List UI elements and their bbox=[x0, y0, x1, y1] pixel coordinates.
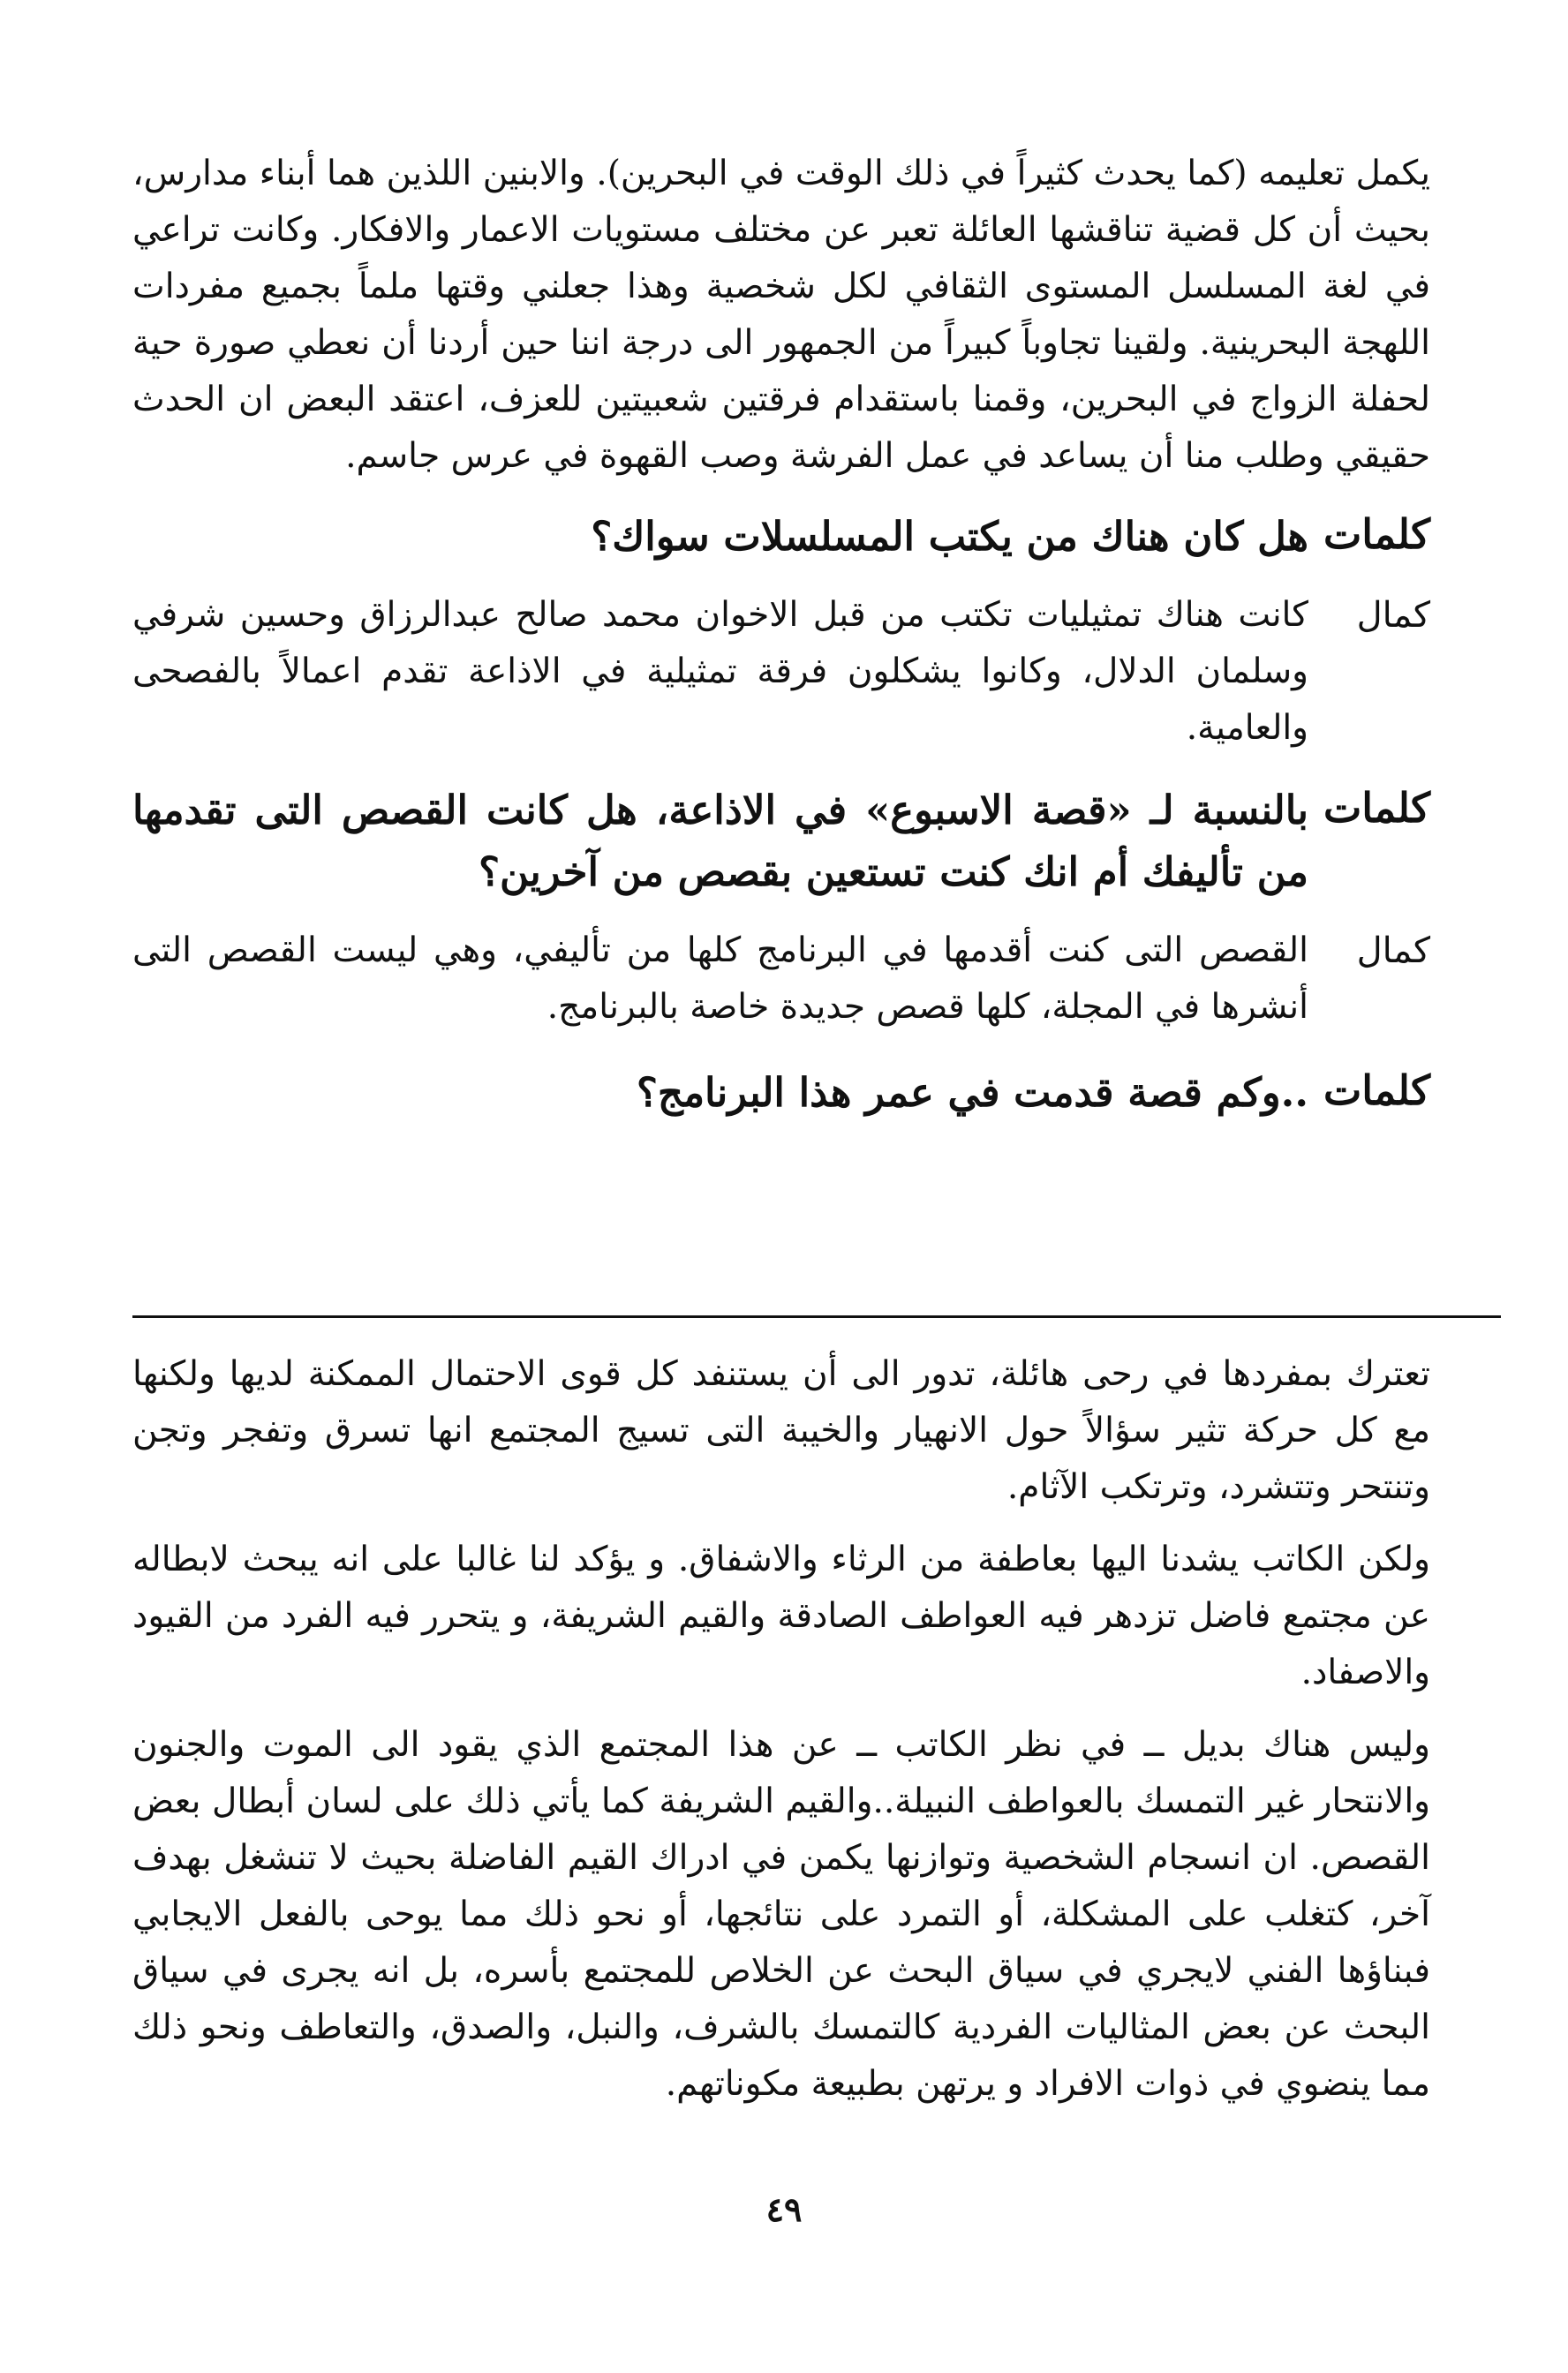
speaker-label: كلمات bbox=[1323, 1066, 1430, 1114]
critique-paragraph: وليس هناك بديل ــ في نظر الكاتب ــ عن هذا المجتمع الذي يقود الى الموت والجنون والانتحار غير التمسك بالعواطف النبيلة..والقيم الشريفة كما يأتي ذلك على لسان أبطال بعض القصص. ان انسجام الشخصية وتوازنها يكمن في ادراك القيم الفاضلة بحيث لا تنشغل بهدف آخر، كتغلب على المشكلة، أو التمرد على نتائجها، أو نحو ذلك مما يوحى بالفعل الايجابي فبناؤها الفني لايجري في سياق البحث عن الخلاص للمجتمع بأسره، بل انه يجرى في سياق البحث عن بعض المثاليات الفردية كالتمسك بالشرف، والنبل، والصدق، والتعاطف ونحو ذلك مما ينضوي في ذوات الافراد و يرتهن بطبيعة مكوناتهم. bbox=[132, 1725, 1430, 2104]
question-text: ..وكم قصة قدمت في عمر هذا البرنامج؟ bbox=[637, 1069, 1308, 1116]
critique-paragraph: تعترك بمفردها في رحى هائلة، تدور الى أن يستنفد كل قوى الاحتمال الممكنة لديها ولكنها مع كل حركة تثير سؤالاً حول الانهيار والخيبة التى تسيج المجتمع انها تسرق وتفجر وتجن وتنتحر وتتشرد، وترتكب الآثام. bbox=[132, 1354, 1430, 1507]
answer-text: القصص التى كنت أقدمها في البرنامج كلها من تأليفي، وهي ليست القصص التى أنشرها في المجلة، كلها قصص جديدة خاصة بالبرنامج. bbox=[132, 930, 1308, 1027]
interview-answer bbox=[132, 923, 1430, 1036]
critique-section bbox=[132, 1346, 1430, 2113]
interview-question bbox=[132, 780, 1430, 903]
page-number: ٤٩ bbox=[765, 2189, 803, 2229]
interview-question bbox=[132, 1062, 1430, 1124]
speaker-label: كمال bbox=[1356, 595, 1430, 636]
question-text: هل كان هناك من يكتب المسلسلات سواك؟ bbox=[591, 513, 1308, 560]
speaker-label: كمال bbox=[1356, 930, 1430, 971]
section-divider bbox=[132, 1315, 1501, 1318]
interview-section bbox=[132, 146, 1430, 1124]
speaker-label: كلمات bbox=[1323, 784, 1430, 832]
interview-question bbox=[132, 506, 1430, 568]
question-text: بالنسبة لـ «قصة الاسبوع» في الاذاعة، هل كانت القصص التى تقدمها من تأليفك أم انك كنت تستعين بقصص من آخرين؟ bbox=[132, 787, 1308, 895]
intro-paragraph: يكمل تعليمه (كما يحدث كثيراً في ذلك الوقت في البحرين). والابنين اللذين هما أبناء مدارس، بحيث أن كل قضية تناقشها العائلة تعبر عن مختلف مستويات الاعمار والافكار. وكانت تراعي في لغة المسلسل المستوى الثقافي لكل شخصية وهذا جعلني وقتها ملماً بجميع مفردات اللهجة البحرينية. ولقينا تجاوباً كبيراً من الجمهور الى درجة اننا حين أردنا أن نعطي صورة حية لحفلة الزواج في البحرين، وقمنا باستقدام فرقتين شعبيتين للعزف، اعتقد البعض ان الحدث حقيقي وطلب منا أن يساعد في عمل الفرشة وصب القهوة في عرس جاسم. bbox=[132, 154, 1430, 476]
answer-text: كانت هناك تمثيليات تكتب من قبل الاخوان محمد صالح عبدالرزاق وحسين شرفي وسلمان الدلال، وكانوا يشكلون فرقة تمثيلية في الاذاعة تقدم اعمالاً بالفصحى والعامية. bbox=[132, 595, 1308, 748]
speaker-label: كلمات bbox=[1323, 510, 1430, 558]
interview-answer bbox=[132, 587, 1430, 757]
critique-paragraph: ولكن الكاتب يشدنا اليها بعاطفة من الرثاء والاشفاق. و يؤكد لنا غالبا على انه يبحث لابطاله عن مجتمع فاضل تزدهر فيه العواطف الصادقة والقيم الشريفة، و يتحرر فيه الفرد من القيود والاصفاد. bbox=[132, 1540, 1430, 1692]
